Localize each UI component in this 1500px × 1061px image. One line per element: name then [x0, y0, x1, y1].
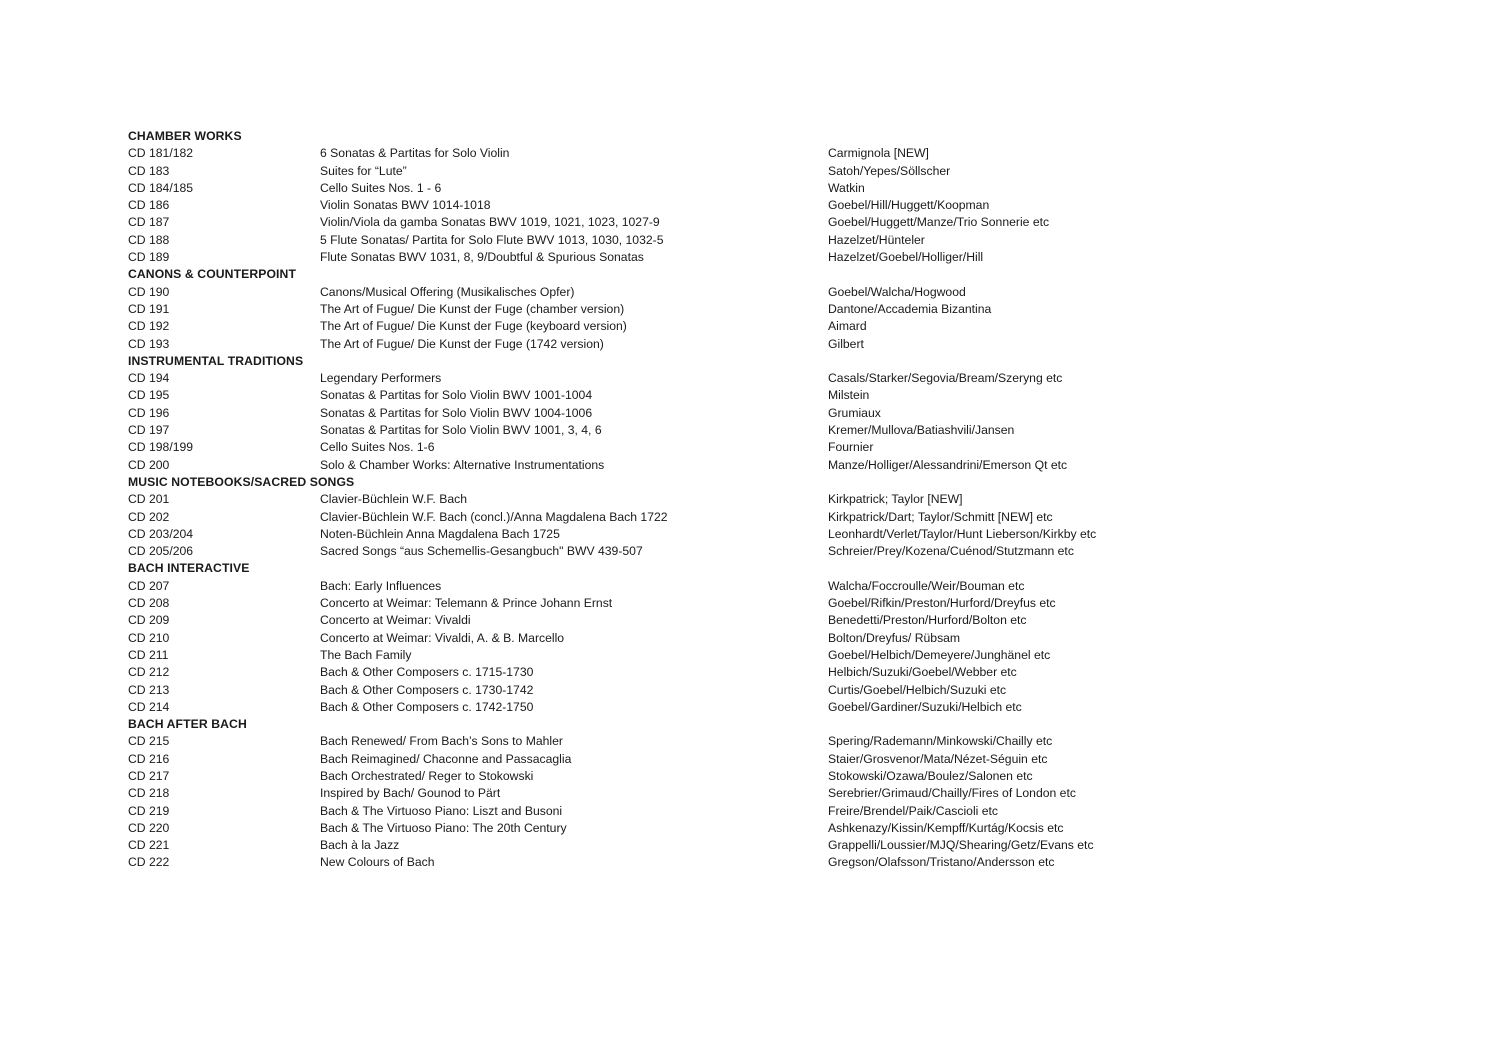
performers: Gregson/Olafsson/Tristano/Andersson etc — [828, 855, 1055, 870]
work-title: Suites for “Lute” — [320, 163, 407, 178]
catalogue-row — [128, 526, 1378, 543]
work-title: Noten-Büchlein Anna Magdalena Bach 1725 — [320, 526, 560, 541]
cd-number: CD 191 — [128, 301, 170, 316]
catalogue-row — [128, 630, 1378, 647]
catalogue-row — [128, 595, 1378, 612]
performers: Freire/Brendel/Paik/Cascioli etc — [828, 803, 999, 818]
performers: Grumiaux — [828, 405, 881, 420]
cd-number: CD 222 — [128, 855, 170, 870]
work-title: Violin Sonatas BWV 1014-1018 — [320, 198, 491, 213]
cd-number: CD 187 — [128, 215, 170, 230]
work-title: Sonatas & Partitas for Solo Violin BWV 1001, 3, 4, 6 — [320, 423, 602, 438]
performers: Aimard — [828, 319, 867, 334]
performers: Staier/Grosvenor/Mata/Nézet-Séguin etc — [828, 751, 1048, 766]
cd-number: CD 200 — [128, 457, 170, 472]
performers: Serebrier/Grimaud/Chailly/Fires of London etc — [828, 786, 1076, 801]
catalogue-row — [128, 509, 1378, 526]
catalogue-row — [128, 180, 1378, 197]
cd-number: CD 218 — [128, 786, 170, 801]
catalogue-row — [128, 422, 1378, 439]
catalogue-row — [128, 370, 1378, 387]
performers: Leonhardt/Verlet/Taylor/Hunt Lieberson/Kirkby etc — [828, 526, 1097, 541]
cd-number: CD 190 — [128, 284, 170, 299]
performers: Spering/Rademann/Minkowski/Chailly etc — [828, 734, 1053, 749]
work-title: Bach & Other Composers c. 1730-1742 — [320, 682, 534, 697]
catalogue-row — [128, 837, 1378, 854]
performers: Goebel/Hill/Huggett/Koopman — [828, 198, 990, 213]
performers: Ashkenazy/Kissin/Kempff/Kurtág/Kocsis etc — [828, 820, 1064, 835]
work-title: Bach Reimagined/ Chaconne and Passacaglia — [320, 751, 572, 766]
cd-number: CD 219 — [128, 803, 170, 818]
performers: Helbich/Suzuki/Goebel/Webber etc — [828, 665, 1017, 680]
work-title: Cello Suites Nos. 1 - 6 — [320, 180, 442, 195]
work-title: 6 Sonatas & Partitas for Solo Violin — [320, 146, 510, 161]
work-title: Legendary Performers — [320, 371, 442, 386]
performers: Casals/Starker/Segovia/Bream/Szeryng etc — [828, 371, 1063, 386]
work-title: Bach & Other Composers c. 1715-1730 — [320, 665, 534, 680]
cd-number: CD 194 — [128, 371, 170, 386]
catalogue-row — [128, 699, 1378, 716]
performers: Hazelzet/Goebel/Holliger/Hill — [828, 250, 984, 265]
cd-number: CD 221 — [128, 838, 170, 853]
cd-number: CD 214 — [128, 699, 170, 714]
work-title: Clavier-Büchlein W.F. Bach (concl.)/Anna Magdalena Bach 1722 — [320, 509, 668, 524]
performers: Goebel/Gardiner/Suzuki/Helbich etc — [828, 699, 1022, 714]
cd-number: CD 205/206 — [128, 544, 194, 559]
performers: Manze/Holliger/Alessandrini/Emerson Qt etc — [828, 457, 1068, 472]
work-title: Bach: Early Influences — [320, 578, 442, 593]
work-title: The Bach Family — [320, 647, 412, 662]
catalogue-row — [128, 803, 1378, 820]
catalogue-row — [128, 145, 1378, 162]
catalogue-row — [128, 197, 1378, 214]
work-title: Solo & Chamber Works: Alternative Instrumentations — [320, 457, 605, 472]
cd-number: CD 220 — [128, 820, 170, 835]
performers: Milstein — [828, 388, 870, 403]
performers: Walcha/Foccroulle/Weir/Bouman etc — [828, 578, 1025, 593]
catalogue-row — [128, 543, 1378, 560]
section-heading — [128, 474, 1378, 491]
section-heading-label: INSTRUMENTAL TRADITIONS — [128, 353, 304, 368]
cd-number: CD 202 — [128, 509, 170, 524]
work-title: Concerto at Weimar: Telemann & Prince Johann Ernst — [320, 596, 613, 611]
catalogue-row — [128, 785, 1378, 802]
work-title: Bach & The Virtuoso Piano: Liszt and Busoni — [320, 803, 563, 818]
cd-number: CD 195 — [128, 388, 170, 403]
performers: Goebel/Helbich/Demeyere/Junghänel etc — [828, 647, 1051, 662]
work-title: Canons/Musical Offering (Musikalisches Opfer) — [320, 284, 575, 299]
cd-number: CD 196 — [128, 405, 170, 420]
performers: Bolton/Dreyfus/ Rübsam — [828, 630, 961, 645]
catalogue-row — [128, 854, 1378, 871]
section-heading-label: BACH AFTER BACH — [128, 717, 247, 732]
catalogue-row — [128, 284, 1378, 301]
section-heading — [128, 560, 1378, 577]
catalogue-row — [128, 664, 1378, 681]
cd-number: CD 197 — [128, 423, 170, 438]
cd-number: CD 181/182 — [128, 146, 194, 161]
work-title: Clavier-Büchlein W.F. Bach — [320, 492, 467, 507]
work-title: 5 Flute Sonatas/ Partita for Solo Flute BWV 1013, 1030, 1032-5 — [320, 232, 664, 247]
section-heading — [128, 353, 1378, 370]
performers: Grappelli/Loussier/MJQ/Shearing/Getz/Evans etc — [828, 838, 1094, 853]
work-title: Bach Orchestrated/ Reger to Stokowski — [320, 768, 534, 783]
work-title: Violin/Viola da gamba Sonatas BWV 1019, 1021, 1023, 1027-9 — [320, 215, 660, 230]
catalogue-row — [128, 249, 1378, 266]
catalogue-row — [128, 214, 1378, 231]
cd-number: CD 183 — [128, 163, 170, 178]
catalogue-row — [128, 578, 1378, 595]
work-title: The Art of Fugue/ Die Kunst der Fuge (1742 version) — [320, 336, 604, 351]
work-title: Concerto at Weimar: Vivaldi — [320, 613, 471, 628]
performers: Satoh/Yepes/Söllscher — [828, 163, 951, 178]
performers: Gilbert — [828, 336, 864, 351]
cd-number: CD 216 — [128, 751, 170, 766]
catalogue-row — [128, 318, 1378, 335]
performers: Goebel/Rifkin/Preston/Hurford/Dreyfus etc — [828, 596, 1056, 611]
section-heading-label: CHAMBER WORKS — [128, 129, 242, 143]
work-title: Concerto at Weimar: Vivaldi, A. & B. Marcello — [320, 630, 565, 645]
cd-number: CD 184/185 — [128, 180, 194, 195]
cd-number: CD 210 — [128, 630, 170, 645]
cd-number: CD 213 — [128, 682, 170, 697]
work-title: The Art of Fugue/ Die Kunst der Fuge (keyboard version) — [320, 319, 627, 334]
catalogue-row — [128, 751, 1378, 768]
cd-number: CD 217 — [128, 768, 170, 783]
work-title: New Colours of Bach — [320, 855, 435, 870]
catalogue-row — [128, 457, 1378, 474]
cd-number: CD 186 — [128, 198, 170, 213]
cd-number: CD 193 — [128, 336, 170, 351]
cd-number: CD 203/204 — [128, 526, 194, 541]
cd-number: CD 209 — [128, 613, 170, 628]
cd-number: CD 215 — [128, 734, 170, 749]
catalogue-listing — [128, 128, 1378, 872]
section-heading-label: CANONS & COUNTERPOINT — [128, 267, 296, 282]
catalogue-row — [128, 612, 1378, 629]
performers: Curtis/Goebel/Helbich/Suzuki etc — [828, 682, 1007, 697]
performers: Schreier/Prey/Kozena/Cuénod/Stutzmann etc — [828, 544, 1074, 559]
cd-number: CD 208 — [128, 596, 170, 611]
work-title: Bach Renewed/ From Bach’s Sons to Mahler — [320, 734, 563, 749]
section-heading — [128, 128, 1378, 145]
performers: Kremer/Mullova/Batiashvili/Jansen — [828, 423, 1015, 438]
cd-number: CD 192 — [128, 319, 170, 334]
catalogue-row — [128, 439, 1378, 456]
catalogue-row — [128, 491, 1378, 508]
performers: Kirkpatrick; Taylor [NEW] — [828, 492, 963, 507]
performers: Benedetti/Preston/Hurford/Bolton etc — [828, 613, 1027, 628]
work-title: Inspired by Bach/ Gounod to Pärt — [320, 786, 501, 801]
catalogue-row — [128, 647, 1378, 664]
performers: Fournier — [828, 440, 874, 455]
performers: Stokowski/Ozawa/Boulez/Salonen etc — [828, 768, 1033, 783]
work-title: Sonatas & Partitas for Solo Violin BWV 1001-1004 — [320, 388, 593, 403]
catalogue-row — [128, 733, 1378, 750]
cd-number: CD 211 — [128, 647, 169, 662]
performers: Watkin — [828, 180, 865, 195]
work-title: Sacred Songs “aus Schemellis-Gesangbuch" BWV 439-507 — [320, 544, 643, 559]
cd-number: CD 198/199 — [128, 440, 194, 455]
catalogue-row — [128, 163, 1378, 180]
performers: Carmignola [NEW] — [828, 146, 929, 161]
work-title: Cello Suites Nos. 1-6 — [320, 440, 435, 455]
performers: Kirkpatrick/Dart; Taylor/Schmitt [NEW] etc — [828, 509, 1053, 524]
catalogue-row — [128, 682, 1378, 699]
cd-number: CD 212 — [128, 665, 170, 680]
work-title: Sonatas & Partitas for Solo Violin BWV 1004-1006 — [320, 405, 593, 420]
section-heading — [128, 716, 1378, 733]
performers: Hazelzet/Hünteler — [828, 232, 925, 247]
work-title: Flute Sonatas BWV 1031, 8, 9/Doubtful & Spurious Sonatas — [320, 250, 644, 265]
catalogue-row — [128, 768, 1378, 785]
work-title: Bach & The Virtuoso Piano: The 20th Century — [320, 820, 567, 835]
performers: Goebel/Huggett/Manze/Trio Sonnerie etc — [828, 215, 1050, 230]
work-title: Bach à la Jazz — [320, 838, 400, 853]
work-title: The Art of Fugue/ Die Kunst der Fuge (chamber version) — [320, 301, 625, 316]
performers: Dantone/Accademia Bizantina — [828, 301, 992, 316]
work-title: Bach & Other Composers c. 1742-1750 — [320, 699, 534, 714]
performers: Goebel/Walcha/Hogwood — [828, 284, 966, 299]
section-heading — [128, 266, 1378, 283]
cd-number: CD 189 — [128, 250, 170, 265]
catalogue-row — [128, 820, 1378, 837]
catalogue-row — [128, 405, 1378, 422]
cd-number: CD 207 — [128, 578, 170, 593]
catalogue-row — [128, 336, 1378, 353]
section-heading-label: MUSIC NOTEBOOKS/SACRED SONGS — [128, 474, 355, 489]
cd-number: CD 188 — [128, 232, 170, 247]
catalogue-row — [128, 301, 1378, 318]
section-heading-label: BACH INTERACTIVE — [128, 561, 250, 576]
catalogue-row — [128, 387, 1378, 404]
catalogue-row — [128, 232, 1378, 249]
cd-number: CD 201 — [128, 492, 170, 507]
